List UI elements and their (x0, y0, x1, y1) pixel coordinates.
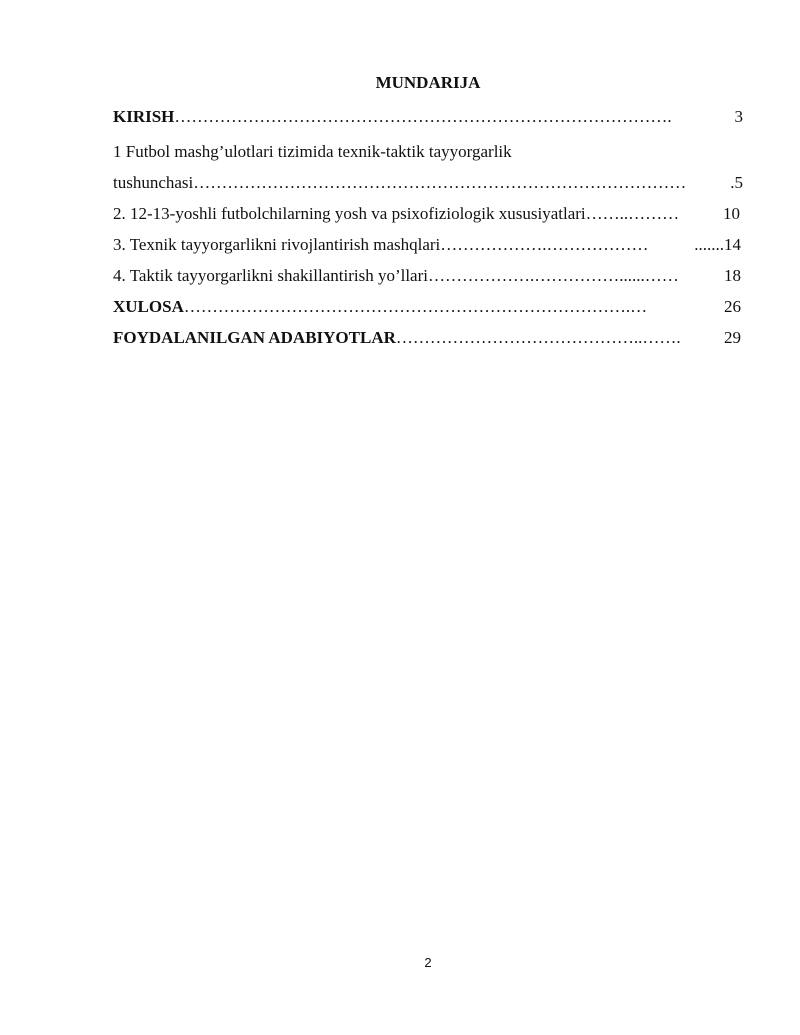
toc-leader-dots: ……………………………………………………………………………. (174, 107, 672, 126)
toc-entry-label: 3. Texnik tayyorgarlikni rivojlantirish mashqlari (113, 235, 441, 254)
toc-entry-label: KIRISH (113, 107, 175, 126)
toc-page-number: 10 (723, 204, 740, 223)
toc-page-number: 18 (724, 266, 741, 285)
toc-entry-label: 2. 12-13-yoshli futbolchilarning yosh va psixofiziologik xususiyatlari (113, 204, 586, 223)
toc-entry-label: XULOSA (113, 297, 184, 316)
toc-entry-kirish[interactable] (113, 105, 743, 129)
toc-entry-xulosa[interactable] (113, 295, 741, 319)
toc-entry-2[interactable] (113, 202, 740, 226)
toc-page-number: .5 (730, 173, 743, 192)
toc-title: MUNDARIJA (375, 73, 481, 92)
toc-page-number: 29 (724, 328, 741, 347)
toc-entry-label: FOYDALANILGAN ADABIYOTLAR (113, 328, 396, 347)
page-number: 2 (424, 955, 432, 970)
toc-leader-dots: …………………………………………………………………….… (183, 297, 648, 316)
toc-entry-3[interactable] (113, 233, 741, 257)
toc-entry-1[interactable] (113, 171, 743, 195)
toc-entry-label: 4. Taktik tayyorgarlikni shakillantirish yo’llari (113, 266, 428, 285)
toc-leader-dots: ……..……… (585, 204, 680, 223)
toc-page-number: .......14 (694, 235, 741, 254)
toc-page-number: 26 (724, 297, 741, 316)
toc-entry-adabiyotlar[interactable] (113, 326, 741, 350)
toc-leader-dots: ……………….……………… (440, 235, 649, 254)
toc-leader-dots: ……………………………………..……. (395, 328, 681, 347)
toc-entry-1-line1[interactable]: 1 Futbol mashg’ulotlari tizimida texnik-taktik tayyorgarlik (113, 142, 512, 161)
toc-leader-dots: …………………………………………………………………………… (193, 173, 687, 192)
toc-leader-dots: ……………….……………......…… (428, 266, 679, 285)
toc-page-number: 3 (734, 107, 743, 126)
toc-entry-4[interactable] (113, 264, 741, 288)
toc-entry-label: tushunchasi (113, 173, 194, 192)
